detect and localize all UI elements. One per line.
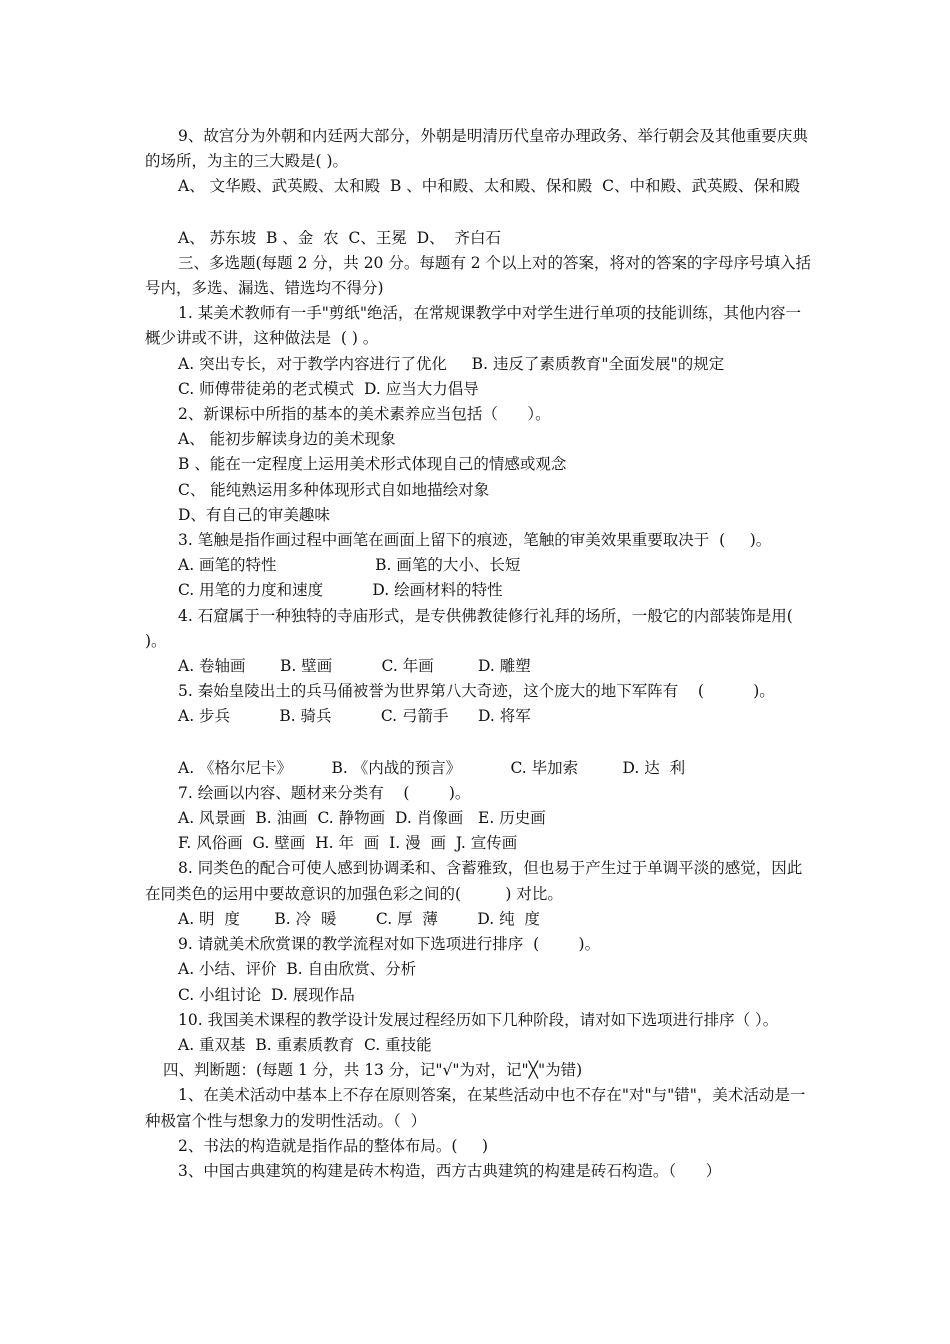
paragraph: A. 卷轴画 B. 壁画 C. 年画 D. 雕塑: [178, 657, 531, 676]
blank-line: [145, 730, 813, 756]
paragraph: 2、新课标中所指的基本的美术素养应当包括（ ）。: [178, 405, 551, 424]
paragraph: 3. 笔触是指作画过程中画笔在画面上留下的痕迹，笔触的审美效果重要取决于 ( )。: [178, 531, 772, 550]
paragraph: C. 师傅带徒弟的老式模式 D. 应当大力倡导: [178, 379, 479, 398]
paragraph: 1、在美术活动中基本上不存在原则答案，在某些活动中也不存在"对"与"错"，美术活动是一种极富个性与想象力的发明性活动。（ ）: [145, 1086, 806, 1130]
paragraph: F. 风俗画 G. 壁画 H. 年 画 I. 漫 画 J. 宣传画: [178, 834, 518, 853]
paragraph: A、 苏东坡 B 、金 农 C、王冕 D、 齐白石: [178, 228, 501, 247]
blank-line: [145, 200, 813, 226]
paragraph: 3、中国古典建筑的构建是砖木构造，西方古典建筑的构建是砖石构造。（ ）: [178, 1161, 722, 1180]
paragraph: 9. 请就美术欣赏课的教学流程对如下选项进行排序 ( )。: [178, 935, 601, 954]
paragraph: A. 明 度 B. 冷 暖 C. 厚 薄 D. 纯 度: [178, 909, 540, 928]
paragraph: 4. 石窟属于一种独特的寺庙形式，是专供佛教徒修行礼拜的场所，一般它的内部装饰是用( )。: [145, 606, 838, 650]
paragraph: A. 《格尔尼卡》 B. 《内战的预言》 C. 毕加索 D. 达 利: [178, 758, 686, 777]
paragraph: 四、判断题：(每题 1 分，共 13 分，记"√"为对，记"╳"为错): [163, 1061, 583, 1080]
paragraph: 三、多选题(每题 2 分，共 20 分。每题有 2 个以上对的答案，将对的答案的字母序号填入括号内，多选、漏选、错选均不得分): [145, 253, 812, 298]
paragraph: A. 步兵 B. 骑兵 C. 弓箭手 D. 将军: [178, 707, 531, 726]
paragraph: A. 重双基 B. 重素质教育 C. 重技能: [178, 1035, 432, 1054]
document-body: [145, 124, 838, 1184]
paragraph: 5. 秦始皇陵出土的兵马俑被誉为世界第八大奇迹，这个庞大的地下军阵有 ( )。: [178, 682, 775, 701]
paragraph: 10. 我国美术课程的教学设计发展过程经历如下几种阶段，请对如下选项进行排序（ ）。: [178, 1010, 779, 1029]
paragraph: 7. 绘画以内容、题材来分类有 ( )。: [178, 783, 471, 802]
paragraph: 2、书法的构造就是指作品的整体布局。( ): [178, 1136, 489, 1155]
paragraph: A、 能初步解读身边的美术现象: [178, 430, 396, 449]
paragraph: B 、能在一定程度上运用美术形式体现自己的情感或观念: [178, 455, 567, 474]
paragraph: 1. 某美术教师有一手"剪纸"绝活，在常规课教学中对学生进行单项的技能训练，其他内容一概少讲或不讲，这种做法是 ( ) 。: [145, 304, 801, 348]
paragraph: C. 用笔的力度和速度 D. 绘画材料的特性: [178, 581, 503, 600]
paragraph: A. 画笔的特性 B. 画笔的大小、长短: [178, 556, 521, 575]
paragraph: C. 小组讨论 D. 展现作品: [178, 985, 355, 1004]
paragraph: A. 小结、评价 B. 自由欣赏、分析: [178, 960, 417, 979]
paragraph: 8. 同类色的配合可使人感到协调柔和、含蓄雅致，但也易于产生过于单调平淡的感觉，因此在同类色的运用中要故意识的加强色彩之间的( ) 对比。: [145, 859, 803, 903]
paragraph: C、 能纯熟运用多种体现形式自如地描绘对象: [178, 480, 490, 499]
paragraph: A. 风景画 B. 油画 C. 静物画 D. 肖像画 E. 历史画: [178, 809, 546, 828]
paragraph: 9、故宫分为外朝和内廷两大部分，外朝是明清历代皇帝办理政务、举行朝会及其他重要庆典的场所，为主的三大殿是( )。: [145, 127, 808, 171]
paragraph: D、有自己的审美趣味: [178, 505, 330, 524]
paragraph: A. 突出专长，对于教学内容进行了优化 B. 违反了素质教育"全面发展"的规定: [178, 354, 725, 373]
paragraph: A、 文华殿、武英殿、太和殿 B 、中和殿、太和殿、保和殿 C、中和殿、武英殿、保和殿: [178, 177, 801, 196]
